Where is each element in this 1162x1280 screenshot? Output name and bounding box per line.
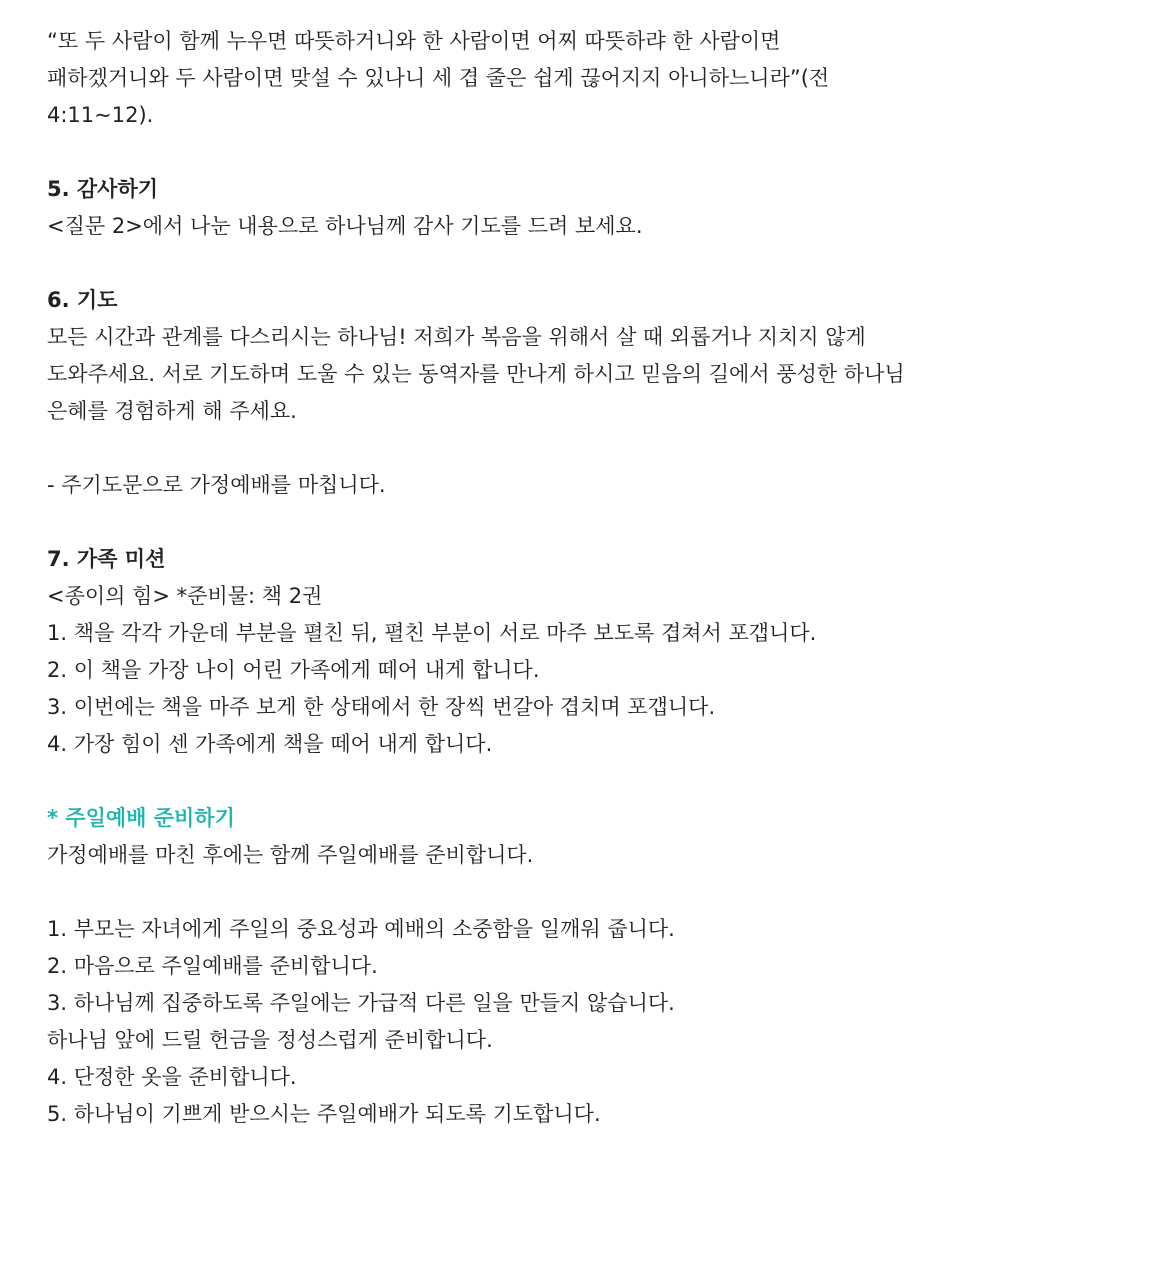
scripture-quote: [47, 23, 1132, 134]
section-heading-sunday-prep: * 주일예배 준비하기: [47, 806, 235, 830]
paragraph-line: 가정예배를 마친 후에는 함께 주일예배를 준비합니다.: [47, 843, 534, 867]
list-item: 4. 단정한 옷을 준비합니다.: [47, 1065, 297, 1089]
list-item: 3. 하나님께 집중하도록 주일에는 가급적 다른 일을 만들지 않습니다.: [47, 991, 675, 1015]
spacer: [47, 245, 1132, 282]
list-item: <종이의 힘> *준비물: 책 2권: [47, 584, 323, 608]
section-heading-prayer: 6. 기도: [47, 288, 118, 312]
list-item: 1. 부모는 자녀에게 주일의 중요성과 예배의 소중함을 일깨워 줍니다.: [47, 917, 675, 941]
closing-note: - 주기도문으로 가정예배를 마칩니다.: [47, 473, 386, 497]
section-prayer: [47, 282, 1132, 504]
list-item: 3. 이번에는 책을 마주 보게 한 상태에서 한 장씩 번갈아 겹치며 포갭니다.: [47, 695, 716, 719]
paragraph-line: 은혜를 경험하게 해 주세요.: [47, 399, 297, 423]
spacer: [47, 504, 1132, 541]
quote-line: 패하겠거니와 두 사람이면 맞설 수 있나니 세 겹 줄은 쉽게 끊어지지 아니하느니라”(전: [47, 66, 830, 90]
list-item: 4. 가장 힘이 센 가족에게 책을 떼어 내게 합니다.: [47, 732, 493, 756]
paragraph-line: 모든 시간과 관계를 다스리시는 하나님! 저희가 복음을 위해서 살 때 외롭거나 지치지 않게: [47, 325, 866, 349]
quote-line: 4:11~12).: [47, 103, 154, 127]
spacer: [47, 763, 1132, 800]
list-item: 1. 책을 각각 가운데 부분을 펼친 뒤, 펼친 부분이 서로 마주 보도록 겹쳐서 포갭니다.: [47, 621, 817, 645]
list-item: 하나님 앞에 드릴 헌금을 정성스럽게 준비합니다.: [47, 1028, 493, 1052]
list-item: 5. 하나님이 기쁘게 받으시는 주일예배가 되도록 기도합니다.: [47, 1102, 601, 1126]
section-heading-family-mission: 7. 가족 미션: [47, 547, 166, 571]
list-item: 2. 이 책을 가장 나이 어린 가족에게 떼어 내게 합니다.: [47, 658, 540, 682]
paragraph-line: <질문 2>에서 나눈 내용으로 하나님께 감사 기도를 드려 보세요.: [47, 214, 643, 238]
section-sunday-prep: [47, 800, 1132, 1133]
spacer: [47, 430, 1132, 467]
spacer: [47, 134, 1132, 171]
list-item: 2. 마음으로 주일예배를 준비합니다.: [47, 954, 378, 978]
spacer: [47, 874, 1132, 911]
paragraph-line: 도와주세요. 서로 기도하며 도울 수 있는 동역자를 만나게 하시고 믿음의 길에서 풍성한 하나님: [47, 362, 905, 386]
section-heading-thanksgiving: 5. 감사하기: [47, 177, 159, 201]
section-family-mission: [47, 541, 1132, 763]
quote-line: “또 두 사람이 함께 누우면 따뜻하거니와 한 사람이면 어찌 따뜻하랴 한 사람이면: [47, 29, 781, 53]
section-thanksgiving: [47, 171, 1132, 245]
